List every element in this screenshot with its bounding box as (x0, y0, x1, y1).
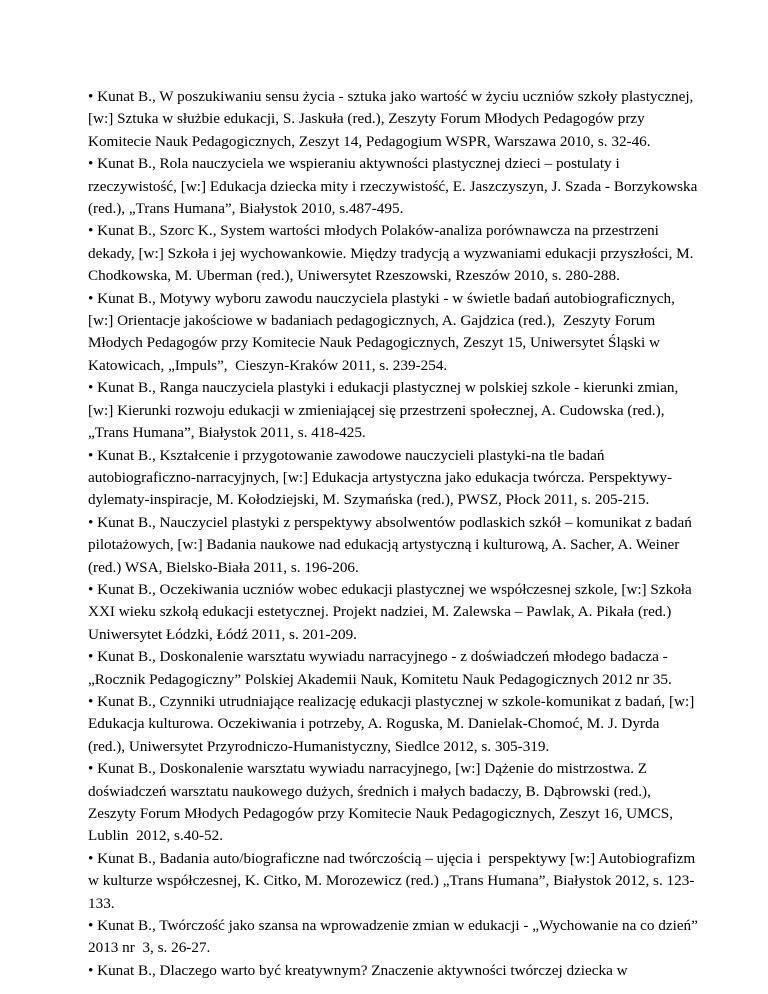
bibliography-entry: • Kunat B., Ranga nauczyciela plastyki i edukacji plastycznej w polskiej szkole - kierunki zmian, [w:] Kierunki rozwoju edukacji w zmieniającej się przestrzeni społecznej, A. Cudowska (red.), „Trans Humana”, Białystok 2011, s. 418-425. (88, 379, 683, 442)
bibliography-entry: • Kunat B., Czynniki utrudniające realizację edukacji plastycznej w szkole-komunikat z badań, [w:] Edukacja kulturowa. Oczekiwania i potrzeby, A. Roguska, M. Danielak-Chomoć, M. J. Dyrda (red.), Uniwersytet Przyrodniczo-Humanistyczny, Siedlce 2012, s. 305-319. (88, 692, 699, 755)
bibliography-entry: • Kunat B., Rola nauczyciela we wspieraniu aktywności plastycznej dzieci – postulaty i rzeczywistość, [w:] Edukacja dziecka mity i rzeczywistość, E. Jaszczyszyn, J. Szada - Borzykowska (red.), „Trans Humana”, Białystok 2010, s.487-495. (88, 155, 702, 218)
bibliography-entry: • Kunat B., Oczekiwania uczniów wobec edukacji plastycznej we współczesnej szkole, [w:] Szkoła XXI wieku szkołą edukacji estetycznej. Projekt nadziei, M. Zalewska – Pawlak, A. Pikała (red.) Uniwersytet Łódzki, Łódź 2011, s. 201-209. (88, 580, 696, 643)
bibliography-entry: • Kunat B., Nauczyciel plastyki z perspektywy absolwentów podlaskich szkół – komunikat z badań pilotażowych, [w:] Badania naukowe nad edukacją artystyczną i kulturową, A. Sacher, A. Weiner (red.) WSA, Bielsko-Biała 2011, s. 196-206. (88, 513, 696, 576)
bibliography-entry: • Kunat B., W poszukiwaniu sensu życia - sztuka jako wartość w życiu uczniów szkoły plastycznej, [w:] Sztuka w służbie edukacji, S. Jaskuła (red.), Zeszyty Forum Młodych Pedagogów przy Komitecie Nauk Pedagogicznych, Zeszyt 14, Pedagogium WSPR, Warszawa 2010, s. 32-46. (88, 88, 698, 150)
bibliography-page (88, 86, 702, 982)
bibliography-entry: • Kunat B., Doskonalenie warsztatu wywiadu narracyjnego - z doświadczeń młodego badacza - „Rocznik Pedagogiczny” Polskiej Akademii Nauk, Komitetu Nauk Pedagogicznych 2012 nr 35. (88, 648, 672, 688)
bibliography-entry: • Kunat B., Badania auto/biograficzne nad twórczością – ujęcia i perspektywy [w:] Autobiografizm w kulturze współczesnej, K. Citko, M. Morozewicz (red.) „Trans Humana”, Białystok 2012, s. 123-133. (88, 849, 699, 912)
bibliography-entry: • Kunat B., Motywy wyboru zawodu nauczyciela plastyki - w świetle badań autobiograficznych, [w:] Orientacje jakościowe w badaniach pedagogicznych, A. Gajdzica (red.), Zeszyty Forum Młodych Pedagogów przy Komitecie Nauk Pedagogicznych, Zeszyt 15, Uniwersytet Śląski w Katowicach, „Impuls”, Cieszyn-Kraków 2011, s. 239-254. (88, 289, 679, 374)
bibliography-entry: • Kunat B., Twórczość jako szansa na wprowadzenie zmian w edukacji - „Wychowanie na co dzień” 2013 nr 3, s. 26-27. (88, 917, 702, 957)
bibliography-entry: • Kunat B., Dlaczego warto być kreatywnym? Znaczenie aktywności twórczej dziecka w (88, 961, 628, 979)
bibliography-entry: • Kunat B., Szorc K., System wartości młodych Polaków-analiza porównawcza na przestrzeni dekady, [w:] Szkoła i jej wychowankowie. Między tradycją a wyzwaniami edukacji przyszłości, M. Chodkowska, M. Uberman (red.), Uniwersytet Rzeszowski, Rzeszów 2010, s. 280-288. (88, 222, 698, 285)
bibliography-entry: • Kunat B., Kształcenie i przygotowanie zawodowe nauczycieli plastyki-na tle badań autobiograficzno-narracyjnych, [w:] Edukacja artystyczna jako edukacja twórcza. Perspektywy-dylematy-inspiracje, M. Kołodziejski, M. Szymańska (red.), PWSZ, Płock 2011, s. 205-215. (88, 446, 673, 509)
bibliography-entry: • Kunat B., Doskonalenie warsztatu wywiadu narracyjnego, [w:] Dążenie do mistrzostwa. Z doświadczeń warsztatu naukowego dużych, średnich i małych badaczy, B. Dąbrowski (red.), Zeszyty Forum Młodych Pedagogów przy Komitecie Nauk Pedagogicznych, Zeszyt 16, UMCS, Lublin 2012, s.40-52. (88, 760, 677, 845)
